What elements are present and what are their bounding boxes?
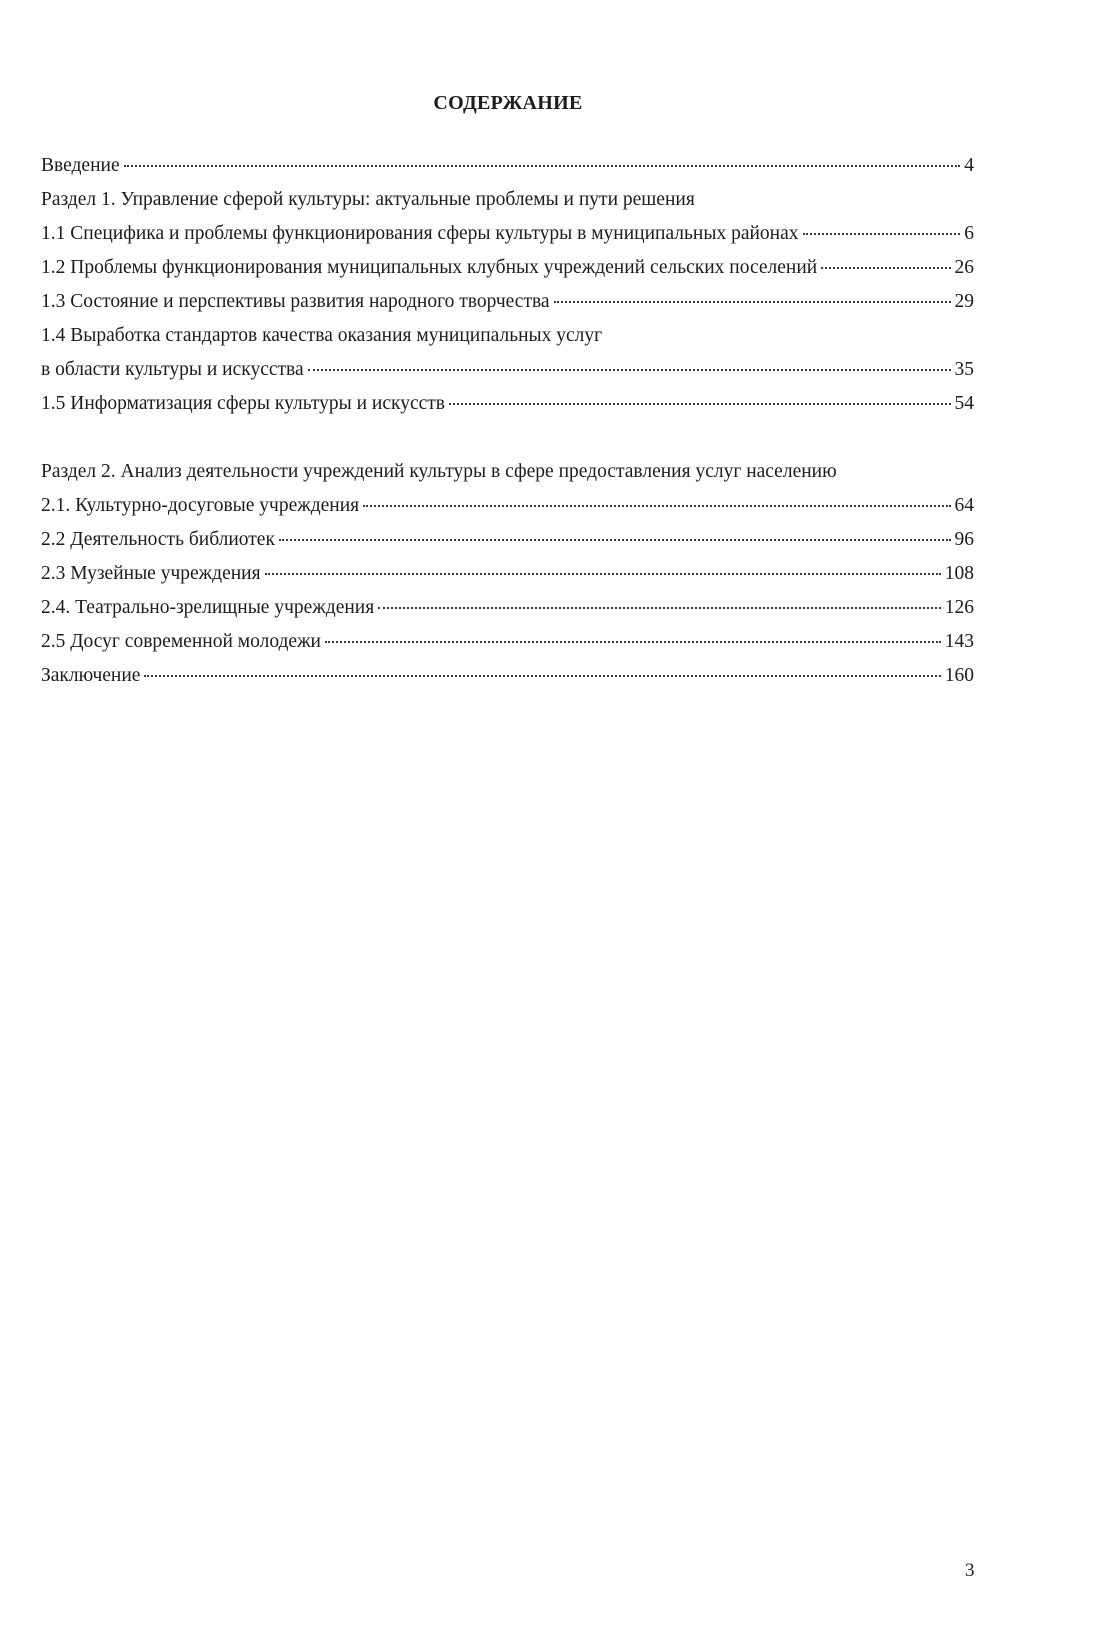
dot-leader [124, 164, 961, 167]
toc-entry-label: 2.5 Досуг современной молодежи [41, 631, 321, 652]
page-title: СОДЕРЖАНИЕ [433, 92, 583, 114]
toc-entry-label: 1.2 Проблемы функционирования муниципальных клубных учреждений сельских поселений [41, 257, 818, 278]
toc-section-heading-1 [41, 183, 974, 217]
toc-section-heading-2 [41, 455, 974, 489]
toc-entry-page: 126 [944, 597, 974, 618]
dot-leader [363, 504, 950, 507]
toc-entry-1-2 [41, 251, 974, 285]
dot-leader [821, 266, 950, 269]
dot-leader [554, 300, 951, 303]
toc-entry-1-4-line-1 [41, 319, 974, 353]
toc-entry-conclusion [41, 659, 974, 693]
toc-entry-label: 2.2 Деятельность библиотек [41, 529, 275, 550]
toc-entry-page: 64 [954, 495, 974, 516]
toc-entry-label: 1.4 Выработка стандартов качества оказания муниципальных услуг [41, 325, 603, 346]
toc-entry-page: 4 [964, 155, 974, 176]
table-of-contents [41, 149, 974, 693]
toc-entry-1-5 [41, 387, 974, 421]
dot-leader [378, 606, 941, 609]
page-number: 3 [965, 1560, 975, 1581]
toc-entry-label: Заключение [41, 665, 141, 686]
toc-entry-page: 35 [954, 359, 974, 380]
toc-entry-2-4 [41, 591, 974, 625]
toc-entry-label: Введение [41, 155, 120, 176]
toc-entry-2-3 [41, 557, 974, 591]
toc-entry-page: 29 [954, 291, 974, 312]
toc-entry-label: 2.3 Музейные учреждения [41, 563, 261, 584]
toc-entry-label: 1.5 Информатизация сферы культуры и искусств [41, 393, 446, 414]
toc-entry-1-3 [41, 285, 974, 319]
toc-entry-2-5 [41, 625, 974, 659]
toc-entry-introduction [41, 149, 974, 183]
toc-entry-label: 2.1. Культурно-досуговые учреждения [41, 495, 360, 516]
toc-entry-page: 26 [954, 257, 974, 278]
toc-entry-page: 6 [964, 223, 974, 244]
toc-entry-label: 1.3 Состояние и перспективы развития народного творчества [41, 291, 550, 312]
toc-entry-label: Раздел 2. Анализ деятельности учреждений культуры в сфере предоставления услуг населению [41, 461, 837, 482]
toc-entry-page: 143 [944, 631, 974, 652]
toc-entry-2-2 [41, 523, 974, 557]
toc-entry-1-1 [41, 217, 974, 251]
toc-entry-1-4-line-2 [41, 353, 974, 387]
toc-entry-label: 1.1 Специфика и проблемы функционирования сферы культуры в муниципальных районах [41, 223, 799, 244]
dot-leader [279, 538, 951, 541]
toc-entry-label: Раздел 1. Управление сферой культуры: актуальные проблемы и пути решения [41, 189, 695, 210]
dot-leader [308, 368, 951, 371]
dot-leader [803, 232, 961, 235]
toc-entry-label: в области культуры и искусства [41, 359, 304, 380]
dot-leader [449, 402, 950, 405]
dot-leader [325, 640, 941, 643]
toc-entry-2-1 [41, 489, 974, 523]
dot-leader [144, 674, 940, 677]
dot-leader [265, 572, 941, 575]
toc-entry-label: 2.4. Театрально-зрелищные учреждения [41, 597, 375, 618]
toc-entry-page: 96 [954, 529, 974, 550]
toc-entry-page: 160 [944, 665, 974, 686]
toc-entry-page: 54 [954, 393, 974, 414]
toc-entry-page: 108 [944, 563, 974, 584]
